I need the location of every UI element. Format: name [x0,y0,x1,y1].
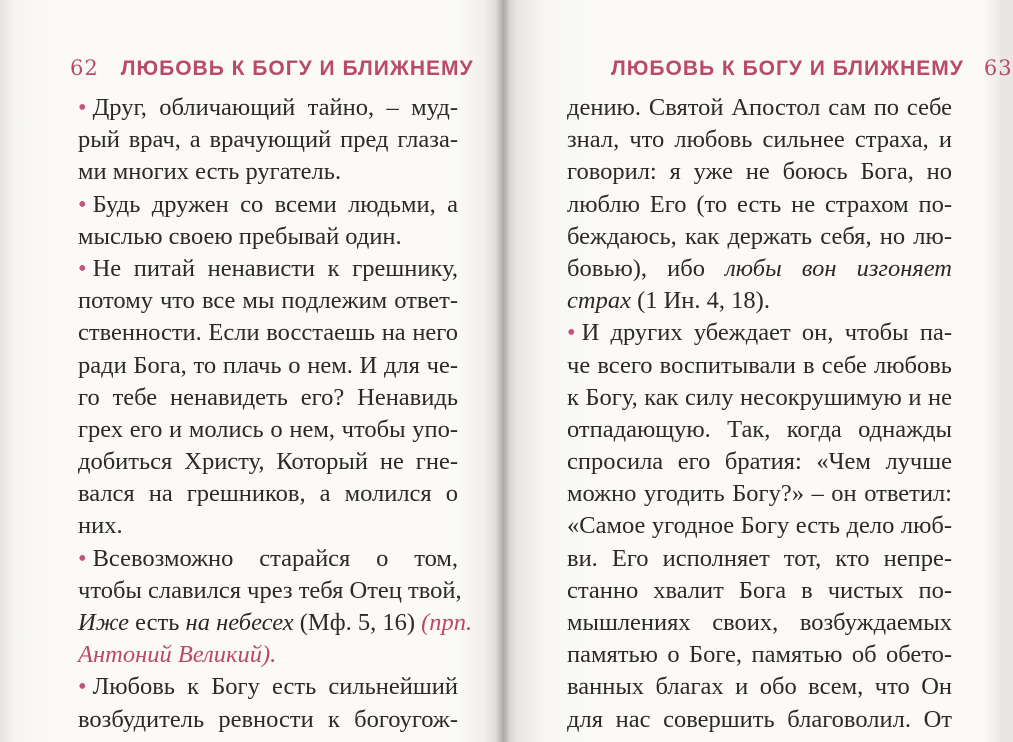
text-line: них. [78,512,123,540]
body-text-left [78,92,473,736]
text-line: • Любовь к Богу есть сильнейший [78,673,458,701]
running-head-left [70,56,474,86]
text-line: ми многих есть ругатель. [78,158,342,186]
running-head-title-right: ЛЮБОВЬ К БОГУ И БЛИЖНЕМУ [611,57,964,80]
text-line: беждаюсь, как держать себя, но лю- [567,222,952,250]
text-line: для нас совершить благоволил. От [567,705,952,733]
text-line: рый врач, а врачующий пред глаза- [78,126,458,154]
text-line: вался на грешников, а молился о [78,480,458,508]
text-line: спросила его братия: «Чем лучше [567,448,952,476]
text-line: потому что все мы подлежим ответ- [78,287,458,315]
text-line: возбудитель ревности к богоугож- [78,705,458,733]
text-line: чтобы славился чрез тебя Отец твой, [78,576,462,604]
text-line: мышлениях своих, возбуждаемых [567,609,952,636]
text-line: го тебе ненавидеть его? Ненавидь [78,383,458,411]
text-line: ви. Его исполняет тот, кто непре- [567,544,952,572]
bullet-icon: • [78,254,87,282]
page-number-right: 63 [983,56,1013,80]
bullet-icon: • [78,94,87,121]
text-line: • И других убеждает он, чтобы па- [567,319,952,347]
text-line: знал, что любовь сильнее страха, и [567,126,952,154]
text-line: добиться Христу, Который не гне- [78,448,458,476]
text-line: • Всевозможно старайся о том, [78,544,458,572]
text-line: ради Бога, то плачь о нем. И для че- [78,351,458,379]
text-line: грех его и молись о нем, чтобы упо- [78,415,458,443]
book-gutter [496,0,510,742]
text-line: памятью о Боге, памятью об обето- [567,641,952,669]
text-line: страх (1 Ин. 4, 18). [567,287,770,315]
bullet-icon: • [78,544,87,572]
text-line: люблю Его (то есть не страхом по- [567,190,952,218]
text-line: бовью), ибо любы вон изгоняет [567,254,953,282]
right-page [503,0,1013,742]
text-line: говорил: я уже не боюсь Бога, но [567,158,952,186]
text-line: отпадающую. Так, когда однажды [567,415,952,443]
text-line: можно угодить Богу?» – он ответил: [567,480,952,508]
text-line: • Не питай ненависти к грешнику, [78,254,458,282]
text-line: Иже есть на небесех (Мф. 5, 16) (прп. [78,609,473,636]
text-line: дению. Святой Апостол сам по себе [567,94,952,121]
text-line: ванных благах и обо всем, что Он [567,673,952,701]
running-head-title-left: ЛЮБОВЬ К БОГУ И БЛИЖНЕМУ [120,57,474,80]
text-line: • Друг, обличающий тайно, – муд- [78,94,458,121]
text-line: че всего воспитывали в себе любовь [567,351,952,379]
body-text-right [567,92,952,736]
page-number-left: 62 [70,56,99,80]
text-line: ственности. Если восстаешь на него [78,319,458,347]
text-line: «Самое угодное Богу есть дело люб- [567,512,952,540]
bullet-icon: • [78,673,87,701]
text-line: к Богу, как силу несокрушимую и не [567,383,952,411]
text-line: • Будь дружен со всеми людьми, а [78,190,458,218]
text-line: мыслью своею пребывай один. [78,222,402,250]
text-line: станно хвалит Бога в чистых по- [567,576,952,604]
bullet-icon: • [567,319,576,347]
left-page [0,0,503,742]
bullet-icon: • [78,190,87,218]
running-head-right [611,56,1013,86]
text-line: Антоний Великий). [78,641,277,669]
